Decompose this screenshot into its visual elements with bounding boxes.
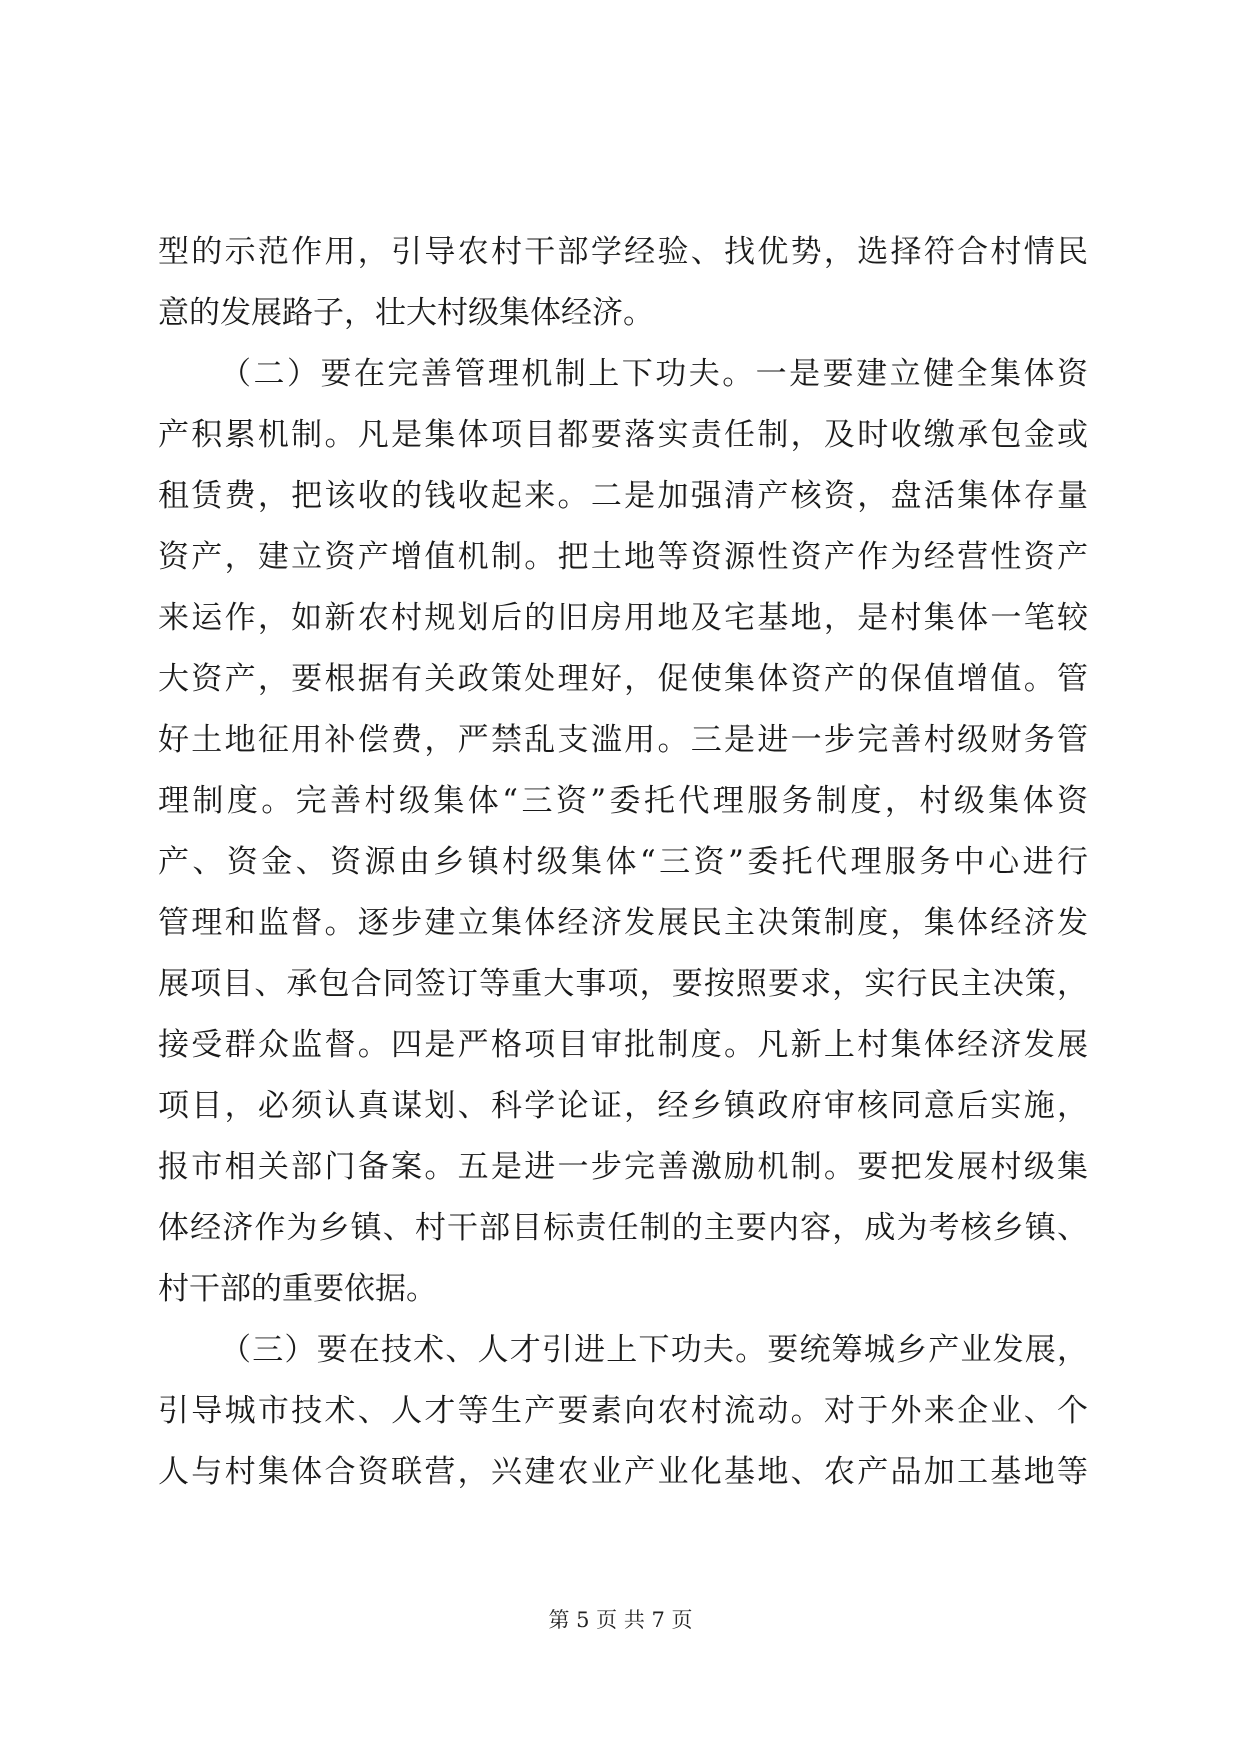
text-line: 展项目、承包合同签订等重大事项，要按照要求，实行民主决策，: [158, 966, 1088, 1002]
text-line: 租赁费，把该收的钱收起来。二是加强清产核资，盘活集体存量: [158, 478, 1088, 514]
text-line: 大资产，要根据有关政策处理好，促使集体资产的保值增值。管: [158, 661, 1088, 697]
text-line: 报市相关部门备案。五是进一步完善激励机制。要把发展村级集: [158, 1149, 1088, 1185]
text-line: 项目，必须认真谋划、科学论证，经乡镇政府审核同意后实施，: [158, 1088, 1088, 1124]
text-line: 村干部的重要依据。: [158, 1271, 437, 1307]
text-line: 人与村集体合资联营，兴建农业产业化基地、农产品加工基地等: [158, 1454, 1088, 1490]
section-heading-line: （二）要在完善管理机制上下功夫。一是要建立健全集体资: [220, 356, 1088, 392]
text-line: 接受群众监督。四是严格项目审批制度。凡新上村集体经济发展: [158, 1027, 1088, 1063]
text-line: 理制度。完善村级集体“三资”委托代理服务制度，村级集体资: [158, 783, 1088, 819]
text-line: 产积累机制。凡是集体项目都要落实责任制，及时收缴承包金或: [158, 417, 1088, 453]
page-number-footer: 第 5 页 共 7 页: [548, 1608, 693, 1632]
section-heading-line: （三）要在技术、人才引进上下功夫。要统筹城乡产业发展，: [220, 1332, 1088, 1368]
text-line: 来运作，如新农村规划后的旧房用地及宅基地，是村集体一笔较: [158, 600, 1088, 636]
text-line: 资产，建立资产增值机制。把土地等资源性资产作为经营性资产: [158, 539, 1088, 575]
text-line: 体经济作为乡镇、村干部目标责任制的主要内容，成为考核乡镇、: [158, 1210, 1088, 1246]
body-text: [158, 222, 1088, 1503]
text-line: 型的示范作用，引导农村干部学经验、找优势，选择符合村情民: [158, 234, 1088, 270]
text-line: 意的发展路子，壮大村级集体经济。: [158, 295, 654, 331]
text-line: 好土地征用补偿费，严禁乱支滥用。三是进一步完善村级财务管: [158, 722, 1088, 758]
text-line: 引导城市技术、人才等生产要素向农村流动。对于外来企业、个: [158, 1393, 1088, 1429]
text-line: 产、资金、资源由乡镇村级集体“三资”委托代理服务中心进行: [158, 844, 1088, 880]
text-line: 管理和监督。逐步建立集体经济发展民主决策制度，集体经济发: [158, 905, 1088, 941]
